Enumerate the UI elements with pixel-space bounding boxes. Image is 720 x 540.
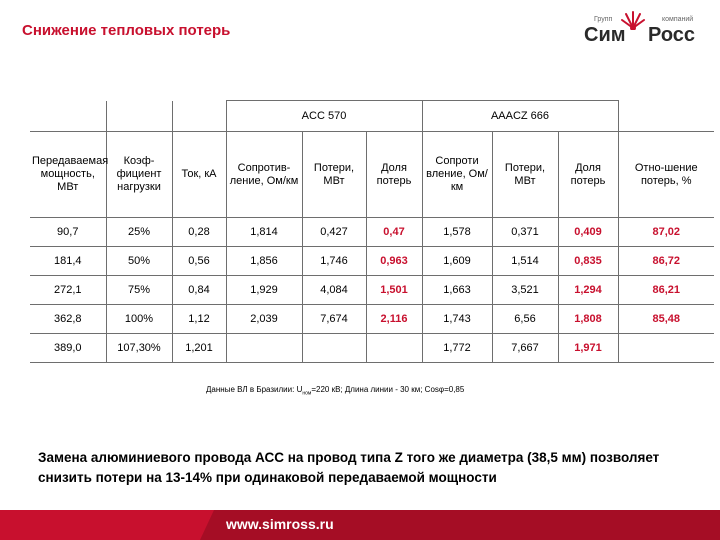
- group-header-aaacz: AAACZ 666: [422, 101, 618, 132]
- table-cell: 0,371: [492, 218, 558, 247]
- footer-bar: [0, 510, 720, 540]
- table-cell: 1,971: [558, 334, 618, 363]
- table-cell: 181,4: [30, 247, 106, 276]
- table-cell: 1,814: [226, 218, 302, 247]
- table-cell: 0,28: [172, 218, 226, 247]
- table-cell: 6,56: [492, 305, 558, 334]
- table-cell: 1,663: [422, 276, 492, 305]
- table-cell: 1,609: [422, 247, 492, 276]
- logo-small-left: Групп: [594, 16, 613, 23]
- table-cell: 7,674: [302, 305, 366, 334]
- table-cell: 75%: [106, 276, 172, 305]
- heat-loss-table: [30, 100, 714, 363]
- column-header: Потери, МВт: [302, 132, 366, 218]
- header-blank: [172, 101, 226, 132]
- header-blank: [30, 101, 106, 132]
- table-cell: 389,0: [30, 334, 106, 363]
- table-cell: 1,856: [226, 247, 302, 276]
- table-cell: 0,835: [558, 247, 618, 276]
- footnote-subscript: ном: [302, 390, 312, 397]
- group-header-acc: ACC 570: [226, 101, 422, 132]
- header-blank: [618, 101, 714, 132]
- table-cell: 1,929: [226, 276, 302, 305]
- table-cell: [618, 334, 714, 363]
- table-cell: 0,409: [558, 218, 618, 247]
- table-cell: 25%: [106, 218, 172, 247]
- table-cell: 1,743: [422, 305, 492, 334]
- table-cell: 107,30%: [106, 334, 172, 363]
- table-cell: 1,772: [422, 334, 492, 363]
- table-cell: 1,808: [558, 305, 618, 334]
- table-cell: 1,578: [422, 218, 492, 247]
- table-cell: [302, 334, 366, 363]
- table-cell: 1,746: [302, 247, 366, 276]
- table-cell: 4,084: [302, 276, 366, 305]
- footer-url: www.simross.ru: [226, 516, 334, 532]
- table-cell: 0,47: [366, 218, 422, 247]
- logo-word-left: Сим: [584, 24, 626, 46]
- table-cell: [226, 334, 302, 363]
- table-cell: 86,21: [618, 276, 714, 305]
- table-cell: 86,72: [618, 247, 714, 276]
- column-header: Доля потерь: [366, 132, 422, 218]
- table-row: [30, 334, 714, 363]
- column-header: Потери, МВт: [492, 132, 558, 218]
- logo-small-right: компаний: [662, 16, 694, 23]
- table-row: [30, 247, 714, 276]
- footnote-text: =220 кВ; Длина линии - 30 км; Cosφ=0,85: [311, 385, 465, 394]
- column-header: Отно-шение потерь, %: [618, 132, 714, 218]
- column-header: Доля потерь: [558, 132, 618, 218]
- line-data-footnote: [206, 385, 464, 397]
- table-cell: 0,963: [366, 247, 422, 276]
- table-cell: 50%: [106, 247, 172, 276]
- table-cell: 85,48: [618, 305, 714, 334]
- table-cell: 90,7: [30, 218, 106, 247]
- table-cell: 0,84: [172, 276, 226, 305]
- table-cell: 1,514: [492, 247, 558, 276]
- table-cell: 3,521: [492, 276, 558, 305]
- column-header: Коэф-фициент нагрузки: [106, 132, 172, 218]
- group-header-row: [30, 101, 714, 132]
- footer-decoration: [0, 510, 720, 540]
- header-blank: [106, 101, 172, 132]
- column-header: Сопротив-ление, Ом/км: [226, 132, 302, 218]
- table-cell: [366, 334, 422, 363]
- logo-word-right: Росс: [648, 24, 696, 46]
- table-row: [30, 305, 714, 334]
- table-cell: 100%: [106, 305, 172, 334]
- table-cell: 1,201: [172, 334, 226, 363]
- column-header: Передаваемая мощность, МВт: [30, 132, 106, 218]
- table-cell: 0,427: [302, 218, 366, 247]
- column-header: Сопроти вление, Ом/км: [422, 132, 492, 218]
- table-cell: 87,02: [618, 218, 714, 247]
- table-row: [30, 276, 714, 305]
- column-header: Ток, кА: [172, 132, 226, 218]
- table-cell: 1,294: [558, 276, 618, 305]
- table-cell: 362,8: [30, 305, 106, 334]
- table-cell: 1,501: [366, 276, 422, 305]
- table-cell: 1,12: [172, 305, 226, 334]
- summary-text: Замена алюминиевого провода АСС на провод типа Z того же диаметра (38,5 мм) позволяет снизить потери на 13-14% при одинаковой передаваемой мощности: [38, 450, 660, 485]
- simross-logo: [584, 6, 708, 56]
- footnote-text: Данные ВЛ в Бразилии: U: [206, 385, 303, 394]
- table-cell: 272,1: [30, 276, 106, 305]
- table-cell: 0,56: [172, 247, 226, 276]
- table-cell: 2,039: [226, 305, 302, 334]
- table-cell: 7,667: [492, 334, 558, 363]
- column-header-row: [30, 132, 714, 218]
- table-row: [30, 218, 714, 247]
- table-cell: 2,116: [366, 305, 422, 334]
- slide-title: Снижение тепловых потерь: [22, 22, 231, 39]
